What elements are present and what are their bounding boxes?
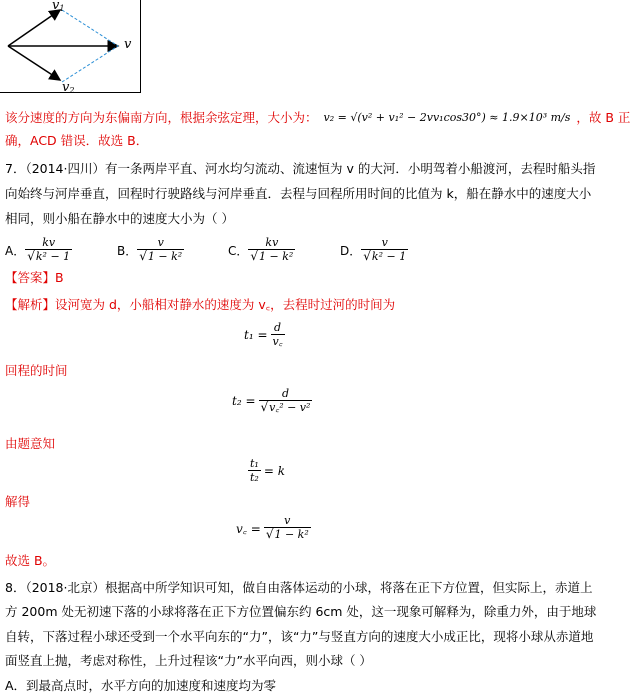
q7-eq1: t₁ = $\frac{d}{v꜀}$ bbox=[244, 321, 283, 348]
q7-option-d[interactable]: D． $\frac{v}{\text{√k² − 1}}$ bbox=[340, 236, 407, 263]
q7-eq3: $\frac{\text{t₁}}{\text{t₂}}$ = k bbox=[250, 457, 285, 484]
q7-option-b[interactable]: B． $\frac{v}{\text{√1 − k²}}$ bbox=[117, 236, 183, 263]
q8-line2: 方 200m 处无初速下落的小球将落在正下方位置偏东约 6cm 处，这一现象可解释为，除重力外，由于地球 bbox=[5, 604, 597, 619]
vector-diagram bbox=[0, 0, 141, 93]
q7-line3: 相同，则小船在静水中的速度大小为（ ） bbox=[5, 211, 234, 226]
q7-line1: 7．（2014·四川）有一条两岸平直、河水均匀流动、流速恒为 v 的大河．小明驾着小船渡河，去程时船头指 bbox=[5, 161, 596, 176]
q8-option-a[interactable]: A．到最高点时，水平方向的加速度和速度均为零 bbox=[5, 678, 277, 693]
q7-given-label: 由题意知 bbox=[5, 436, 56, 451]
q7-answer: 【答案】B bbox=[5, 270, 64, 285]
formula-v2: v₂ = √(v² + v₁² − 2vv₁cos30°) ≈ 1.9×10³ m/s bbox=[323, 111, 571, 124]
prev-answer-line2: 确，ACD 错误．故选 B． bbox=[5, 133, 149, 148]
prev-answer-line1: 该分速度的方向为东偏南方向，根据余弦定理，大小为： v₂ = √(v² + v₁² − 2vv₁cos30°) ≈ 1.9×10³ m/s ，故 B 正 bbox=[5, 110, 630, 125]
q8-line4: 面竖直上抛，考虑对称性，上升过程该“力”水平向西，则小球（ ） bbox=[5, 653, 372, 668]
vector-v1-arrow bbox=[8, 10, 60, 46]
label-v: v bbox=[124, 37, 132, 52]
q8-line1: 8．（2018·北京）根据高中所学知识可知，做自由落体运动的小球，将落在正下方位置，但实际上，赤道上 bbox=[5, 580, 593, 595]
q8-line3: 自转，下落过程小球还受到一个水平向东的“力”，该“力”与竖直方向的速度大小成正比，现将小球从赤道地 bbox=[5, 629, 594, 644]
dashed-line-upper bbox=[62, 10, 118, 46]
vector-v2-arrow bbox=[8, 46, 60, 80]
q7-eq2: t₂ = $\frac{d}{\text{√v꜀² − v²}}$ bbox=[232, 387, 311, 414]
q7-solve-label: 解得 bbox=[5, 494, 31, 509]
dashed-line-lower bbox=[62, 46, 118, 82]
label-v2: $v_2$ bbox=[62, 80, 75, 95]
q7-conclusion: 故选 B。 bbox=[5, 553, 56, 568]
q7-analysis: 【解析】设河宽为 d，小船相对静水的速度为 v꜀，去程时过河的时间为 bbox=[5, 297, 396, 312]
q7-line2: 向始终与河岸垂直，回程时行驶路线与河岸垂直．去程与回程所用时间的比值为 k，船在静水中的速度大小 bbox=[5, 186, 592, 201]
q7-return-label: 回程的时间 bbox=[5, 363, 68, 378]
vector-diagram-svg bbox=[0, 0, 140, 92]
label-v1: $v_1$ bbox=[52, 0, 65, 13]
q7-option-a[interactable]: A． $\frac{kv}{\text{√k² − 1}}$ bbox=[5, 236, 71, 263]
q7-eq4: v꜀ = $\frac{v}{\text{√1 − k²}}$ bbox=[236, 514, 309, 541]
q7-option-c[interactable]: C． $\frac{kv}{\text{√1 − k²}}$ bbox=[228, 236, 294, 263]
